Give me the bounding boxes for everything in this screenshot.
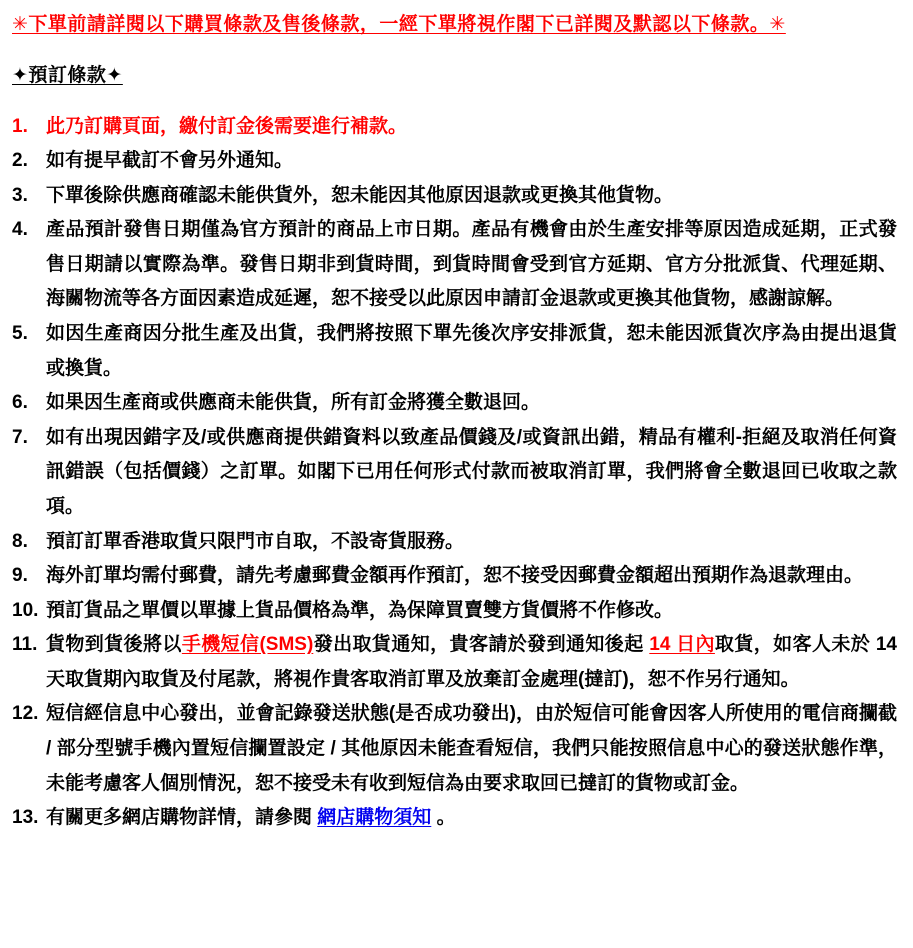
term-text [46,628,897,697]
term-number: 8. [12,530,28,552]
term-text [46,110,897,145]
term-text [46,386,897,421]
term-text-segment: 取貨，如客人未於 14 天取貨期內取貨及付尾款，將視作貴客取消訂單及放棄訂金處理(撻訂)，恕不作另行通知。 [46,634,897,690]
term-number: 6. [12,392,28,414]
term-number: 13. [12,807,39,829]
term-number: 5. [12,323,28,345]
term-item [12,110,897,145]
term-item [12,144,897,179]
term-text [46,525,897,560]
term-text [46,594,897,629]
term-number: 11. [12,634,38,656]
term-text [46,144,897,179]
term-number: 12. [12,703,39,725]
term-text-segment: 海外訂單均需付郵費，請先考慮郵費金額再作預訂，恕不接受因郵費金額超出預期作為退款理由。 [46,565,864,587]
term-text-segment: 短信經信息中心發出，並會記錄發送狀態(是否成功發出)，由於短信可能會因客人所使用的電信商攔截 / 部分型號手機內置短信攔置設定 / 其他原因未能查看短信，我們只能按照信息中心的發送狀態作準，未能考慮客人個別情況，恕不接受未有收到短信為由要求取回已撻訂的貨物或訂金。 [46,703,897,794]
term-item [12,559,897,594]
terms-list [12,110,897,836]
term-item [12,697,897,801]
term-text-segment: 貨物到貨後將以 [46,634,182,656]
term-text-segment: 產品預計發售日期僅為官方預計的商品上市日期。產品有機會由於生產安排等原因造成延期，正式發售日期請以實際為準。發售日期非到貨時間，到貨時間會受到官方延期、官方分批派貨、代理延期、海關物流等各方面因素造成延遲，恕不接受以此原因申請訂金退款或更換其他貨物，感謝諒解。 [46,219,897,310]
term-text [46,421,897,525]
term-text [46,801,897,836]
shop-guide-link[interactable]: 網店購物須知 [317,807,432,829]
term-text-segment: 有關更多網店購物詳情，請參閱 [46,807,318,829]
term-text [46,697,897,801]
term-text [46,559,897,594]
term-text-segment: 發出取貨通知，貴客請於發到通知後起 [313,634,650,656]
term-text-segment: 。 [431,807,456,829]
term-number: 10. [12,599,39,621]
term-number: 7. [12,426,28,448]
term-text-segment: 如果因生產商或供應商未能供貨，所有訂金將獲全數退回。 [46,392,541,414]
term-text [46,213,897,317]
term-text [46,317,897,386]
term-item [12,213,897,317]
section-heading: ✦預訂條款✦ [12,64,123,86]
term-text-segment: 預訂貨品之單價以單據上貨品價格為準，為保障買賣雙方貨價將不作修改。 [46,599,674,621]
term-item [12,179,897,214]
term-text [46,179,897,214]
term-text-segment: 此乃訂購頁面，繳付訂金後需要進行補款。 [46,115,408,137]
term-number: 4. [12,219,28,241]
term-item [12,628,897,697]
term-text-segment: 如有提早截訂不會另外通知。 [46,150,294,172]
term-number: 2. [12,150,28,172]
term-text-segment: 手機短信(SMS) [181,634,314,656]
term-text-segment: 如有出現因錯字及/或供應商提供錯資料以致產品價錢及/或資訊出錯，精品有權利-拒絕及取消任何資訊錯誤（包括價錢）之訂單。如閣下已用任何形式付款而被取消訂單，我們將會全數退回已收取之款項。 [46,426,897,517]
term-text-segment: 下單後除供應商確認未能供貨外，恕未能因其他原因退款或更換其他貨物。 [46,184,674,206]
term-text-segment: 14 日內 [649,634,715,656]
term-item [12,317,897,386]
term-text-segment: 預訂訂單香港取貨只限門市自取，不設寄貨服務。 [46,530,465,552]
term-item [12,386,897,421]
term-text-segment: 如因生產商因分批生產及出貨，我們將按照下單先後次序安排派貨，恕未能因派貨次序為由提出退貨或換貨。 [46,323,897,379]
term-item [12,421,897,525]
term-item [12,594,897,629]
term-item [12,801,897,836]
term-item [12,525,897,560]
page-title: ✳下單前請詳閱以下購買條款及售後條款，一經下單將視作閣下已詳閱及默認以下條款。✳ [12,14,786,35]
term-number: 3. [12,184,28,206]
term-number: 9. [12,565,28,587]
term-number: 1. [12,115,28,137]
